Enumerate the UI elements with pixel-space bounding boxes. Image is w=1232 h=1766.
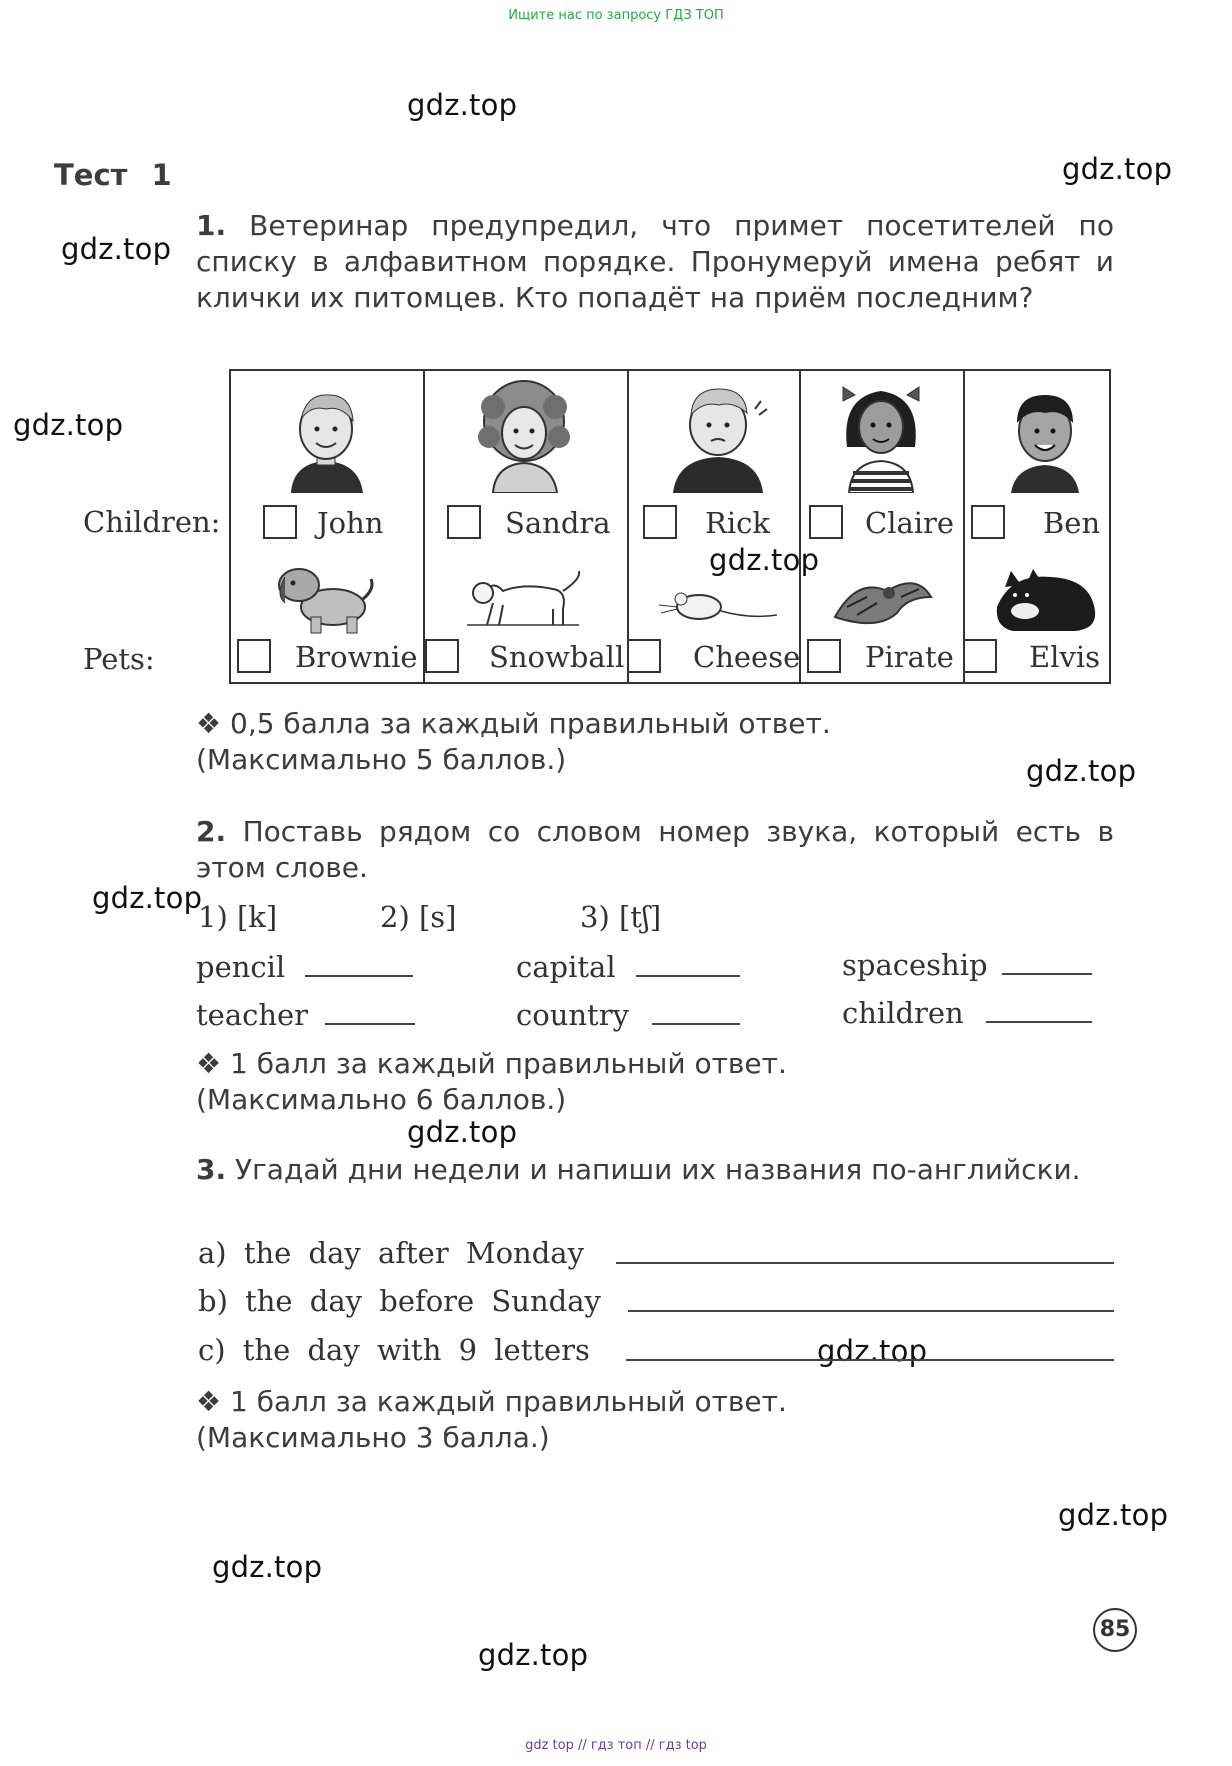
task2-text: Поставь рядом со словом номер звука, который есть в этом слове. xyxy=(196,815,1114,884)
task1-text: Ветеринар предупредил, что примет посетителей по списку в алфавитном порядке. Пронумеруй имена ребят и клички их питомцев. Кто попадёт на приём последним? xyxy=(196,209,1114,314)
boy-rick-illustration xyxy=(663,379,773,493)
watermark: gdz.top xyxy=(407,1115,518,1149)
word-children: children xyxy=(842,996,964,1030)
dog-brownie-illustration xyxy=(271,555,381,635)
task3-score-line1: ❖ 1 балл за каждый правильный ответ. xyxy=(196,1385,787,1418)
task3-text: Угадай дни недели и напиши их названия по-английски. xyxy=(235,1153,1081,1186)
task1-instructions xyxy=(196,208,1114,316)
checkbox-ben[interactable] xyxy=(971,505,1005,539)
column-divider xyxy=(627,371,629,682)
column-divider xyxy=(963,371,965,682)
test-title: Тест 1 xyxy=(54,158,172,192)
word-pencil: pencil xyxy=(196,950,286,984)
watermark: gdz.top xyxy=(13,408,124,442)
column-divider xyxy=(423,371,425,682)
pets-label: Pets: xyxy=(83,642,155,676)
checkbox-claire[interactable] xyxy=(809,505,843,539)
pet-name-pirate: Pirate xyxy=(865,640,954,674)
answer-line-b[interactable] xyxy=(628,1310,1114,1312)
answer-blank-pencil[interactable] xyxy=(305,975,413,977)
watermark: gdz.top xyxy=(478,1638,589,1672)
footer-links[interactable]: gdz top // гдз топ // гдз top xyxy=(525,1738,707,1753)
task3-item-b: b) the day before Sunday xyxy=(198,1284,601,1318)
answer-blank-country[interactable] xyxy=(652,1023,740,1025)
parrot-pirate-illustration xyxy=(827,567,937,631)
child-name-ben: Ben xyxy=(1043,506,1101,540)
task2-score-line2: (Максимально 6 баллов.) xyxy=(196,1083,567,1116)
child-name-claire: Claire xyxy=(865,506,955,540)
page-number: 85 xyxy=(1093,1608,1137,1652)
task3-item-a: a) the day after Monday xyxy=(198,1236,584,1270)
boy-ben-illustration xyxy=(995,383,1095,493)
watermark: gdz.top xyxy=(709,543,820,577)
task3-item-c: c) the day with 9 letters xyxy=(198,1333,590,1367)
child-name-john: John xyxy=(317,506,384,540)
task1-score-line2: (Максимально 5 баллов.) xyxy=(196,743,567,776)
answer-blank-spaceship[interactable] xyxy=(1002,973,1092,975)
task3-score-line2: (Максимально 3 балла.) xyxy=(196,1421,550,1454)
checkbox-brownie[interactable] xyxy=(237,639,271,673)
checkbox-john[interactable] xyxy=(263,505,297,539)
top-banner[interactable]: Ищите нас по запросу ГДЗ ТОП xyxy=(508,8,724,23)
task3-instructions xyxy=(196,1152,1114,1188)
task2-score-line1: ❖ 1 балл за каждый правильный ответ. xyxy=(196,1047,787,1080)
pet-name-cheese: Cheese xyxy=(693,640,801,674)
word-teacher: teacher xyxy=(196,998,309,1032)
watermark: gdz.top xyxy=(61,232,172,266)
task2-number: 2. xyxy=(196,815,227,848)
boy-john-illustration xyxy=(271,381,381,493)
answer-blank-children[interactable] xyxy=(986,1021,1092,1023)
child-name-rick: Rick xyxy=(705,506,770,540)
children-label: Children: xyxy=(83,505,221,539)
children-pets-table xyxy=(229,369,1111,684)
task3-number: 3. xyxy=(196,1153,227,1186)
answer-blank-teacher[interactable] xyxy=(325,1023,415,1025)
watermark: gdz.top xyxy=(212,1550,323,1584)
watermark: gdz.top xyxy=(817,1334,928,1368)
watermark: gdz.top xyxy=(1026,754,1137,788)
answer-line-a[interactable] xyxy=(616,1262,1114,1264)
watermark: gdz.top xyxy=(1058,1498,1169,1532)
watermark: gdz.top xyxy=(407,88,518,122)
word-spaceship: spaceship xyxy=(842,948,988,982)
answer-blank-capital[interactable] xyxy=(636,975,740,977)
watermark: gdz.top xyxy=(1062,152,1173,186)
girl-claire-illustration xyxy=(831,377,931,493)
answer-line-c[interactable] xyxy=(626,1359,1114,1361)
pet-name-snowball: Snowball xyxy=(489,640,625,674)
cat-snowball-illustration xyxy=(463,569,583,629)
column-divider xyxy=(799,371,801,682)
checkbox-elvis[interactable] xyxy=(963,639,997,673)
pet-name-elvis: Elvis xyxy=(1029,640,1100,674)
checkbox-cheese[interactable] xyxy=(627,639,661,673)
pet-name-brownie: Brownie xyxy=(295,640,418,674)
task2-instructions xyxy=(196,814,1114,886)
word-country: country xyxy=(516,998,629,1032)
sound-option-3: 3) [tʃ] xyxy=(580,900,662,934)
word-capital: capital xyxy=(516,950,616,984)
task1-score-line1: ❖ 0,5 балла за каждый правильный ответ. xyxy=(196,707,831,740)
sound-option-1: 1) [k] xyxy=(198,900,278,934)
checkbox-pirate[interactable] xyxy=(807,639,841,673)
sound-option-2: 2) [s] xyxy=(380,900,457,934)
mouse-cheese-illustration xyxy=(649,585,779,625)
cat-elvis-illustration xyxy=(991,567,1101,637)
watermark: gdz.top xyxy=(92,881,203,915)
task1-number: 1. xyxy=(196,209,227,242)
girl-sandra-illustration xyxy=(469,377,579,493)
checkbox-rick[interactable] xyxy=(643,505,677,539)
checkbox-sandra[interactable] xyxy=(447,505,481,539)
child-name-sandra: Sandra xyxy=(505,506,611,540)
checkbox-snowball[interactable] xyxy=(425,639,459,673)
